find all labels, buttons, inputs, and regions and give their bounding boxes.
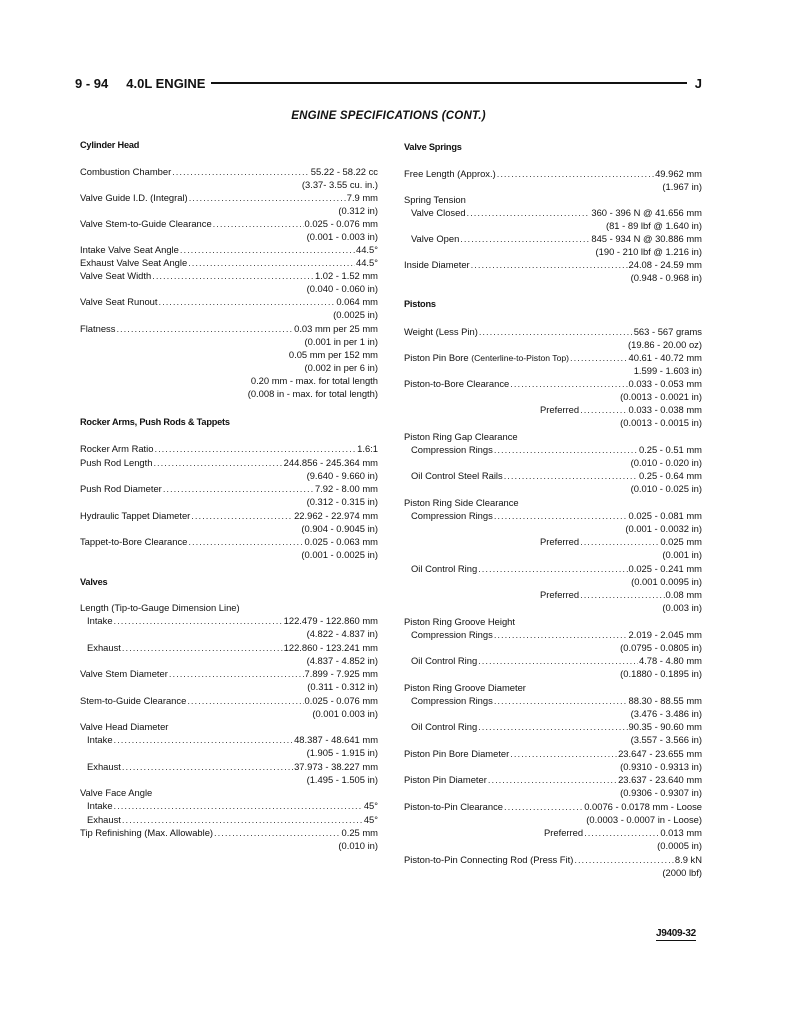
spec-valve-guide-id: Valve Guide I.D. (Integral) ..... 7.9 mm <box>80 191 378 204</box>
subheading-head-diameter: Valve Head Diameter <box>80 721 169 732</box>
spec-alt: (1.495 - 1.505 in) <box>306 774 378 785</box>
section-title-pistons: Pistons <box>404 299 436 309</box>
spec-alt: (0.904 - 0.9045 in) <box>301 523 378 534</box>
spec-rocker-ratio: Rocker Arm Ratio ..... 1.6:1 <box>80 442 378 455</box>
spec-alt: (0.001 - 0.003 in) <box>306 231 378 242</box>
spec-length-intake: Intake ..... 122.479 - 122.860 mm <box>80 614 378 627</box>
spec-side-oil-pref: Preferred ..... 0.08 mm <box>540 588 702 601</box>
spec-head-exhaust: Exhaust ..... 37.973 - 38.227 mm <box>80 760 378 773</box>
page-title: ENGINE SPECIFICATIONS (CONT.) <box>291 110 486 122</box>
figure-id-stamp: J9409-32 <box>656 928 696 939</box>
spec-side-comp-pref: Preferred ..... 0.025 mm <box>540 535 702 548</box>
spec-alt: (3.37- 3.55 cu. in.) <box>301 179 378 190</box>
spec-alt: (0.9306 - 0.9307 in) <box>620 787 702 798</box>
spec-alt: (19.86 - 20.00 oz) <box>627 339 702 350</box>
subheading-ring-gap: Piston Ring Gap Clearance <box>404 431 518 442</box>
subheading-length: Length (Tip-to-Gauge Dimension Line) <box>80 602 240 613</box>
subheading-groove-diameter: Piston Ring Groove Diameter <box>404 682 526 693</box>
spec-tip-refinishing: Tip Refinishing (Max. Allowable) ..... 0.25 mm <box>80 826 378 839</box>
subheading-face-angle: Valve Face Angle <box>80 787 153 798</box>
spec-alt: (0.003 in) <box>662 602 702 613</box>
spec-bore-clearance: Piston-to-Bore Clearance ..... 0.033 - 0.053 mm <box>404 377 702 390</box>
spec-bore-preferred: Preferred ..... 0.033 - 0.038 mm <box>540 403 702 416</box>
spec-alt: (81 - 89 lbf @ 1.640 in) <box>605 220 702 231</box>
spec-alt: (3.476 - 3.486 in) <box>630 708 702 719</box>
spec-alt: (0.001 0.0095 in) <box>631 576 702 587</box>
section-title-valve-springs: Valve Springs <box>404 142 462 152</box>
spec-gh-oil: Oil Control Ring ..... 4.78 - 4.80 mm <box>404 654 702 667</box>
spec-stem-guide-clearance: Valve Stem-to-Guide Clearance ..... 0.025 - 0.076 mm <box>80 217 378 230</box>
spec-tappet-diameter: Hydraulic Tappet Diameter ..... 22.962 - 22.974 mm <box>80 509 378 522</box>
spec-alt: (4.822 - 4.837 in) <box>306 628 378 639</box>
spec-alt: (0.010 - 0.025 in) <box>630 483 702 494</box>
section-title-cylinder-head: Cylinder Head <box>80 140 140 150</box>
spec-alt: (4.837 - 4.852 in) <box>306 655 378 666</box>
spec-alt: (0.0025 in) <box>333 309 378 320</box>
spec-pin-bore-diameter: Piston Pin Bore Diameter ..... 23.647 - 23.655 mm <box>404 747 702 760</box>
spec-length-exhaust: Exhaust ..... 122.860 - 123.241 mm <box>80 641 378 654</box>
subheading-groove-height: Piston Ring Groove Height <box>404 616 515 627</box>
spec-flatness: Flatness ..... 0.03 mm per 25 mm <box>80 322 378 335</box>
page-number: 9 - 94 <box>75 75 109 91</box>
spec-free-length: Free Length (Approx.) ..... 49.962 mm <box>404 167 702 180</box>
spec-alt: 1.599 - 1.603 in) <box>633 365 702 376</box>
spec-side-compression: Compression Rings ..... 0.025 - 0.081 mm <box>404 509 702 522</box>
section-letter: J <box>694 75 702 91</box>
spec-alt: (1.905 - 1.915 in) <box>306 747 378 758</box>
header-rule <box>211 82 686 84</box>
spec-alt: (0.010 - 0.020 in) <box>630 457 702 468</box>
spec-alt: (0.001 - 0.0032 in) <box>625 523 702 534</box>
spec-gd-oil: Oil Control Ring ..... 90.35 - 90.60 mm <box>404 720 702 733</box>
spec-alt: (0.9310 - 0.9313 in) <box>620 761 702 772</box>
spec-alt: (0.008 in - max. for total length) <box>247 388 378 399</box>
spec-alt: (0.0013 - 0.0021 in) <box>620 391 702 402</box>
spec-stem-clearance: Stem-to-Guide Clearance ..... 0.025 - 0.076 mm <box>80 694 378 707</box>
spec-alt: (190 - 210 lbf @ 1.216 in) <box>595 246 702 257</box>
spec-alt: (0.010 in) <box>338 840 378 851</box>
spec-inside-diameter: Inside Diameter ..... 24.08 - 24.59 mm <box>404 258 702 271</box>
spec-pin-diameter: Piston Pin Diameter ..... 23.637 - 23.640 mm <box>404 773 702 786</box>
spec-alt: (1.967 in) <box>662 181 702 192</box>
spec-alt: 0.20 mm - max. for total length <box>250 375 378 386</box>
spec-alt: (0.312 - 0.315 in) <box>306 496 378 507</box>
spec-pin-bore: Piston Pin Bore (Centerline-to-Piston Top) ..... 40.61 - 40.72 mm <box>404 351 702 365</box>
spec-valve-closed: Valve Closed ..... 360 - 396 N @ 41.656 mm <box>404 206 702 219</box>
spec-valve-open: Valve Open ..... 845 - 934 N @ 30.886 mm <box>404 232 702 245</box>
spec-tappet-clearance: Tappet-to-Bore Clearance ..... 0.025 - 0.063 mm <box>80 535 378 548</box>
spec-face-exhaust: Exhaust ..... 45° <box>80 813 378 826</box>
spec-side-oil: Oil Control Ring ..... 0.025 - 0.241 mm <box>404 562 702 575</box>
spec-push-rod-diameter: Push Rod Diameter ..... 7.92 - 8.00 mm <box>80 482 378 495</box>
spec-alt: (0.001 - 0.0025 in) <box>301 549 378 560</box>
spec-gd-compression: Compression Rings ..... 88.30 - 88.55 mm <box>404 694 702 707</box>
subheading-ring-side: Piston Ring Side Clearance <box>404 497 519 508</box>
spec-stem-diameter: Valve Stem Diameter ..... 7.899 - 7.925 mm <box>80 667 378 680</box>
spec-alt: (0.0013 - 0.0015 in) <box>620 417 702 428</box>
spec-connecting-rod: Piston-to-Pin Connecting Rod (Press Fit) ..... 8.9 kN <box>404 853 702 866</box>
spec-alt: (0.001 0.003 in) <box>312 708 378 719</box>
spec-alt: (0.948 - 0.968 in) <box>630 272 702 283</box>
engine-label: 4.0L ENGINE <box>126 75 206 91</box>
spec-alt: (0.312 in) <box>338 205 378 216</box>
spec-face-intake: Intake ..... 45° <box>80 799 378 812</box>
spec-seat-width: Valve Seat Width ..... 1.02 - 1.52 mm <box>80 269 378 282</box>
section-title-valves: Valves <box>80 577 108 587</box>
spec-alt: (0.0005 in) <box>657 840 702 851</box>
section-title-rocker-arms: Rocker Arms, Push Rods & Tappets <box>80 417 230 427</box>
spec-alt: (0.001 in per 1 in) <box>304 336 378 347</box>
spec-alt: (0.001 in) <box>662 549 702 560</box>
spec-alt: (0.311 - 0.312 in) <box>307 681 378 692</box>
spec-weight: Weight (Less Pin) ..... 563 - 567 grams <box>404 325 702 338</box>
spec-intake-seat-angle: Intake Valve Seat Angle ..... 44.5° <box>80 243 378 256</box>
spec-alt: (3.557 - 3.566 in) <box>630 734 702 745</box>
spec-alt: (2000 lbf) <box>662 867 702 878</box>
spec-alt: (0.0795 - 0.0805 in) <box>620 642 702 653</box>
spec-head-intake: Intake ..... 48.387 - 48.641 mm <box>80 733 378 746</box>
spec-gap-oil: Oil Control Steel Rails ..... 0.25 - 0.64 mm <box>404 469 702 482</box>
spec-gap-compression: Compression Rings ..... 0.25 - 0.51 mm <box>404 443 702 456</box>
page-header <box>75 74 702 92</box>
spec-combustion-chamber: Combustion Chamber ..... 55.22 - 58.22 cc <box>80 165 378 178</box>
spec-alt: 0.05 mm per 152 mm <box>288 349 378 360</box>
spec-exhaust-seat-angle: Exhaust Valve Seat Angle ..... 44.5° <box>80 256 378 269</box>
subheading-spring-tension: Spring Tension <box>404 194 466 205</box>
spec-pin-preferred: Preferred ..... 0.013 mm <box>544 826 702 839</box>
spec-alt: (0.002 in per 6 in) <box>304 362 378 373</box>
spec-alt: (0.040 - 0.060 in) <box>306 283 378 294</box>
spec-gh-compression: Compression Rings ..... 2.019 - 2.045 mm <box>404 628 702 641</box>
spec-push-rod-length: Push Rod Length ..... 244.856 - 245.364 mm <box>80 456 378 469</box>
spec-alt: (9.640 - 9.660 in) <box>306 470 378 481</box>
spec-alt: (0.0003 - 0.0007 in - Loose) <box>586 814 702 825</box>
spec-pin-clearance: Piston-to-Pin Clearance ..... 0.0076 - 0.0178 mm - Loose <box>404 800 702 813</box>
spec-seat-runout: Valve Seat Runout ..... 0.064 mm <box>80 295 378 308</box>
spec-alt: (0.1880 - 0.1895 in) <box>620 668 702 679</box>
